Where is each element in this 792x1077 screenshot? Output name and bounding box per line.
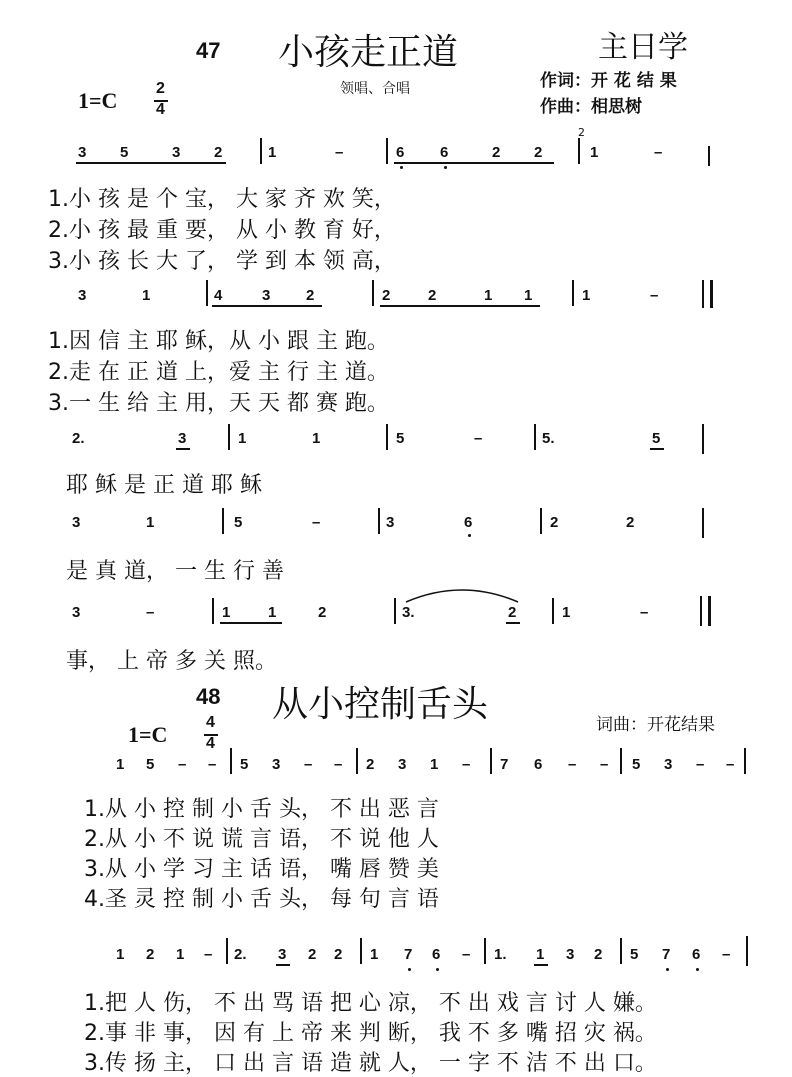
key-signature: 1=C [78,88,118,113]
lyrics-row-2-v1: 1.因 信 主 耶 稣，从 小 跟 主 跑。 [48,329,389,354]
lyrics-48-row-2-v1: 1.把 人 伤， 不 出 骂 语 把 心 凉， 不 出 戏 言 讨 人 嫌。 [84,991,657,1016]
lyrics-48-row-1-v2: 2.从 小 不 说 谎 言 语， 不 说 他 人 [84,827,439,852]
lyrics-48-row-1-v3: 3.从 小 学 习 主 话 语， 嘴 唇 赞 美 [84,857,439,882]
lyrics-48-row-1-v4: 4.圣 灵 控 制 小 舌 头， 每 句 言 语 [84,887,439,912]
time-bottom: 4 [156,101,165,118]
lyrics-row-2-v3: 3.一 生 给 主 用，天 天 都 赛 跑。 [48,391,389,416]
song-subtitle: 领唱、合唱 [340,81,410,97]
lyrics-row-1-v1: 1.小 孩 是 个 宝， 大 家 齐 欢 笑， [48,187,396,212]
lyrics-row-3: 耶 稣 是 正 道 耶 稣 [66,473,262,498]
lyrics-row-1-v2: 2.小 孩 最 重 要， 从 小 教 育 好， [48,218,396,243]
song-number: 47 [196,38,221,63]
lyrics-row-1-v3: 3.小 孩 长 大 了， 学 到 本 领 高， [48,249,396,274]
song-title: 小孩走正道 [278,32,459,73]
lyrics-48-row-2-v3: 3.传 扬 主， 口 出 言 语 造 就 人， 一 字 不 洁 不 出 口。 [84,1051,657,1076]
lyrics-row-4: 是 真 道， 一 生 行 善 [66,559,284,584]
slur-mark [404,584,520,604]
composer: 作曲：相思树 [540,97,642,117]
lyrics-48-row-1-v1: 1.从 小 控 制 小 舌 头， 不 出 恶 言 [84,797,439,822]
lyrics-48-row-2-v2: 2.事 非 事， 因 有 上 帝 来 判 断， 我 不 多 嘴 招 灾 祸。 [84,1021,657,1046]
lyrics-row-2-v2: 2.走 在 正 道 上，爱 主 行 主 道。 [48,360,389,385]
key-signature-48: 1=C [128,722,168,747]
lyrics-row-5: 事， 上 帝 多 关 照。 [66,649,277,674]
song-title-48: 从小控制舌头 [272,684,489,725]
song-category: 主日学 [598,30,688,65]
credits-48: 词曲：开花结果 [596,715,715,735]
lyricist: 作词：开 花 结 果 [540,71,677,91]
time-top: 2 [156,80,165,97]
song-number-48: 48 [196,684,221,709]
time-top-48: 4 [206,714,215,731]
time-bottom-48: 4 [206,735,215,752]
